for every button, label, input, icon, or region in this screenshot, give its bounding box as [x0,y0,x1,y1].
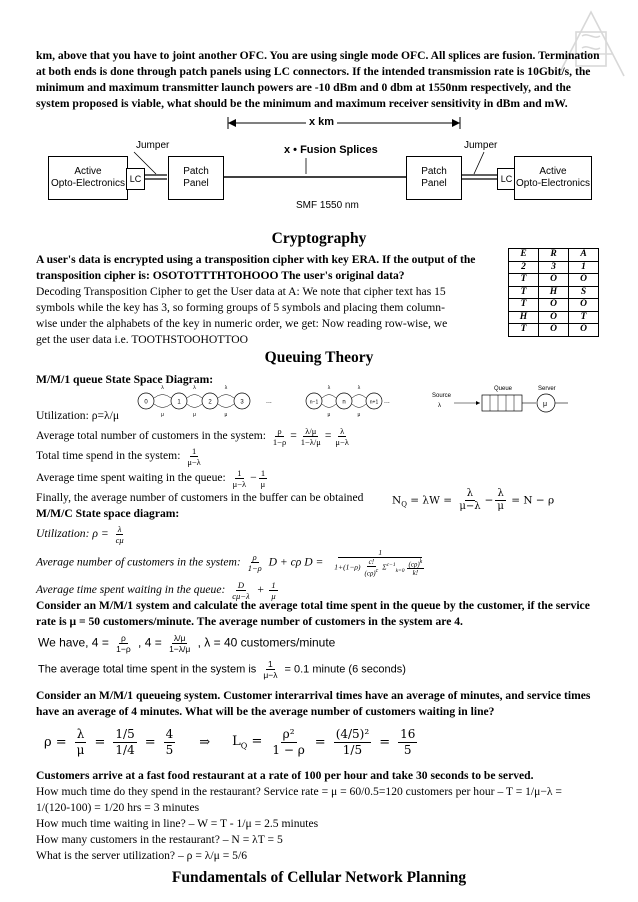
q3-paragraph [36,688,602,720]
transition-arrows [154,395,171,408]
patch-left-line2: Panel [183,178,209,189]
transition-arrows [322,395,336,408]
intro-line-4: system proposed is viable, what should be the minimum and maximum receiver sensitivity in dBm and mW. [36,97,568,110]
state-label: n [342,399,346,406]
queue-label: Queue [494,386,513,392]
nq-formula: $N_Q = \lambda W$ = $\frac{\lambda}{\mu-\lambda}$ − $\frac{\lambda}{\mu}$ = N − ρ [392,488,555,512]
finally-line: Finally, the average number of customers in the buffer can be obtained $N_Q = \lambda W$ = $\frac{\lambda}{\mu-\lambda}$ − $\frac{\lambda}{\mu}$ = N − ρ [36,488,555,512]
queue-heading: Queuing Theory [264,349,374,366]
active-right-line2: Opto-Electronics [516,178,590,189]
crypto-answer-1: Decoding Transposition Cipher to get the User data at A: We note that cipher text has 15 [36,285,446,298]
intro-line-2: at both ends is done through patch panels using LC connectors. If the intended transmission rate is 10Gbit/s, the [36,65,591,78]
arrival-rate-label: λ [224,385,228,391]
crypto-question-2: transposition cipher is: OSOTOTTTHTOHOOO The user's original data? [36,269,405,282]
q3-solution: ρ = $\frac{\lambda}{\mu}$ = $\frac{1/5}{1/4}$ = $\frac{4}{5}$ ⇒ $L_Q$ = $\frac{\text{ρ²}}{1 - \rho}$ = $\frac{\text{(4/5)²}}{1/5}$ = $\frac{16}{5}$ [44,726,416,757]
q4-answer-3: How much time waiting in line? – W = T - 1/μ = 2.5 minutes [36,817,319,830]
transition-arrows [187,395,202,408]
patch-right-line2: Panel [421,178,447,189]
q4-answer-2: 1/(120-100) = 1/20 hrs = 3 minutes [36,801,200,814]
transposition-cell: H [539,286,569,299]
source-lambda: λ [438,403,441,409]
transposition-table [508,248,599,337]
fiber-type-label: SMF 1550 nm [296,200,359,211]
state-label: 3 [240,399,244,406]
q3-line-a: Consider an M/M/1 queueing system. Customer interarrival times have an average of minutes, and service times [36,689,591,702]
transposition-cell: R [539,249,569,262]
transposition-cell: O [539,274,569,287]
service-rate-label: μ [357,412,361,417]
transposition-cell: H [509,311,539,324]
state-label: n+1 [369,399,379,406]
transposition-cell: E [509,249,539,262]
transposition-cell: O [539,324,569,337]
crypto-heading: Cryptography [271,230,367,247]
avg-customers-line: Average total number of customers in the system: $\frac{\rho}{1-\rho}$ = $\frac{\lambda/\mu}{1-\lambda/\mu}$ = $\frac{\lambda}{\mu-\lambda}$ [36,426,349,447]
jumper-right-label: Jumper [464,140,498,151]
total-time-line: Total time spend in the system: $\frac{1}{\mu-\lambda}$ [36,446,201,467]
service-rate-label: μ [327,412,331,417]
arrival-rate-label: λ [161,385,164,391]
mmc-util-line: Utilization: ρ = $\frac{\lambda}{c\mu}$ [36,524,124,545]
transposition-cell: O [539,299,569,312]
state-label: 2 [208,399,212,406]
server-mu: μ [543,401,548,408]
avg-wait-line: Average time spent waiting in the queue: $\frac{1}{\mu-\lambda}$ − $\frac{1}{\mu}$ [36,468,266,489]
mm1-title: M/M/1 queue State Space Diagram: [36,373,214,386]
patch-panel-right [406,156,462,200]
service-rate-label: μ [224,412,228,417]
patch-left-line1: Patch [183,166,209,177]
q4-paragraph [36,768,606,864]
transposition-cell: T [509,299,539,312]
transposition-cell: T [509,324,539,337]
transposition-cell: O [569,274,599,287]
mmc-avg-line: Average number of customers in the system: $\frac{\rho}{1-\rho}$ D + cρ D = 1 1+(1−ρ) $\frac{c!}{(c\rho)^c}$ $\Sigma^{c-1}_{k=0}$ $\frac{(c\rho)^k}{k!}$ [36,548,423,578]
active-left-line2: Opto-Electronics [51,178,125,189]
patch-right-line1: Patch [421,166,447,177]
transposition-cell: S [569,286,599,299]
active-optoelectronics-right [514,156,592,200]
server-label: Server [538,386,556,392]
intro-paragraph [36,48,602,112]
utilization-line: Utilization: ρ=λ/μ [36,409,120,422]
active-left-line1: Active [74,166,102,177]
fiber-link-diagram [44,116,592,216]
crypto-section [36,252,506,348]
transposition-cell: O [569,324,599,337]
transposition-row [509,249,599,262]
mm1-formulas [36,408,596,604]
q2-we-have: We have, 4 = $\frac{\rho}{1-\rho}$ , 4 = $\frac{\lambda/\mu}{1-\lambda/\mu}$ , λ = 40 customers/minute [38,633,336,654]
transposition-cell: O [539,311,569,324]
transposition-cell: 3 [539,261,569,274]
state-label: 1 [177,399,181,406]
crypto-answer-3: wise under the alphabets of the key in numeric order, we get: Now reading row-wise, we [36,317,448,330]
transposition-row [509,324,599,337]
q2-line-b: rate is μ = 50 customers/minute. The average number of customers in the system are 4. [36,615,463,628]
arrival-rate-label: λ [193,385,196,391]
q3-line-b: have an average of 4 minutes. What will be the average number of customers waiting in line? [36,705,495,718]
source-label: Source [432,393,452,399]
ellipsis: ... [266,398,272,405]
q4-answer-1: How much time do they spend in the restaurant? Service rate = μ = 60/0.5=120 customers per hour – T = 1/μ−λ = [36,785,562,798]
mmc-wait-line: Average time spent waiting in the queue: $\frac{D}{c\mu-\lambda}$ + $\frac{1}{\mu}$ [36,580,276,601]
lc-connector-left: LC [126,168,145,190]
q4-question: Customers arrive at a fast food restaurant at a rate of 100 per hour and take 30 seconds to be served. [36,769,534,782]
intro-line-1: km, above that you have to joint another OFC. You are using single mode OFC. All splices are fusion. Termination [36,49,600,62]
intro-line-3: minimum and maximum transmitter launch powers are -10 dBm and 0 dbm at 1550nm respectively, and the [36,81,571,94]
transposition-cell: 1 [569,261,599,274]
mmc-title: M/M/C State space diagram: [36,507,180,520]
jumper-left-label: Jumper [136,140,170,151]
transposition-cell: O [569,299,599,312]
q4-answer-5: What is the server utilization? – ρ = λ/μ = 5/6 [36,849,247,862]
transposition-cell: A [569,249,599,262]
ellipsis: ... [384,398,390,405]
q4-answer-4: How many customers in the restaurant? – N = λT = 5 [36,833,283,846]
service-rate-label: μ [193,412,196,417]
arrival-rate-label: λ [357,385,361,391]
cellular-planning-heading: Fundamentals of Cellular Network Planning [171,869,467,886]
crypto-question-1: A user's data is encrypted using a transposition cipher with key ERA. If the output of the [36,253,476,266]
transposition-row [509,274,599,287]
transposition-cell: T [569,311,599,324]
arrival-rate-label: λ [327,385,331,391]
transition-arrows [218,395,234,408]
q2-line-a: Consider an M/M/1 system and calculate the average total time spent in the queue by the customer, if the service [36,599,590,612]
transposition-row [509,286,599,299]
active-right-line1: Active [539,166,567,177]
transposition-cell: T [509,274,539,287]
active-optoelectronics-left [48,156,128,200]
state-label: n−1 [309,399,319,406]
transposition-row [509,261,599,274]
crypto-answer-2: symbols while the key has 3, so forming groups of 5 symbols and placing them column- [36,301,445,314]
transposition-cell: 2 [509,261,539,274]
transposition-row [509,299,599,312]
splices-label: x • Fusion Splices [284,144,378,156]
lc-connector-right: LC [497,168,516,190]
q2-result: The average total time spent in the system is $\frac{1}{\mu-\lambda}$ = 0.1 minute (6 seconds) [38,659,406,680]
transition-arrows [352,395,366,408]
patch-panel-left [168,156,224,200]
crypto-answer-4: get the user data i.e. TOOTHSTOOHOTTOO [36,333,248,346]
q2-paragraph [36,598,602,630]
state-label: 0 [144,399,148,406]
distance-label: x km [306,116,337,128]
transposition-cell: T [509,286,539,299]
transposition-row [509,311,599,324]
service-rate-label: μ [161,412,164,417]
